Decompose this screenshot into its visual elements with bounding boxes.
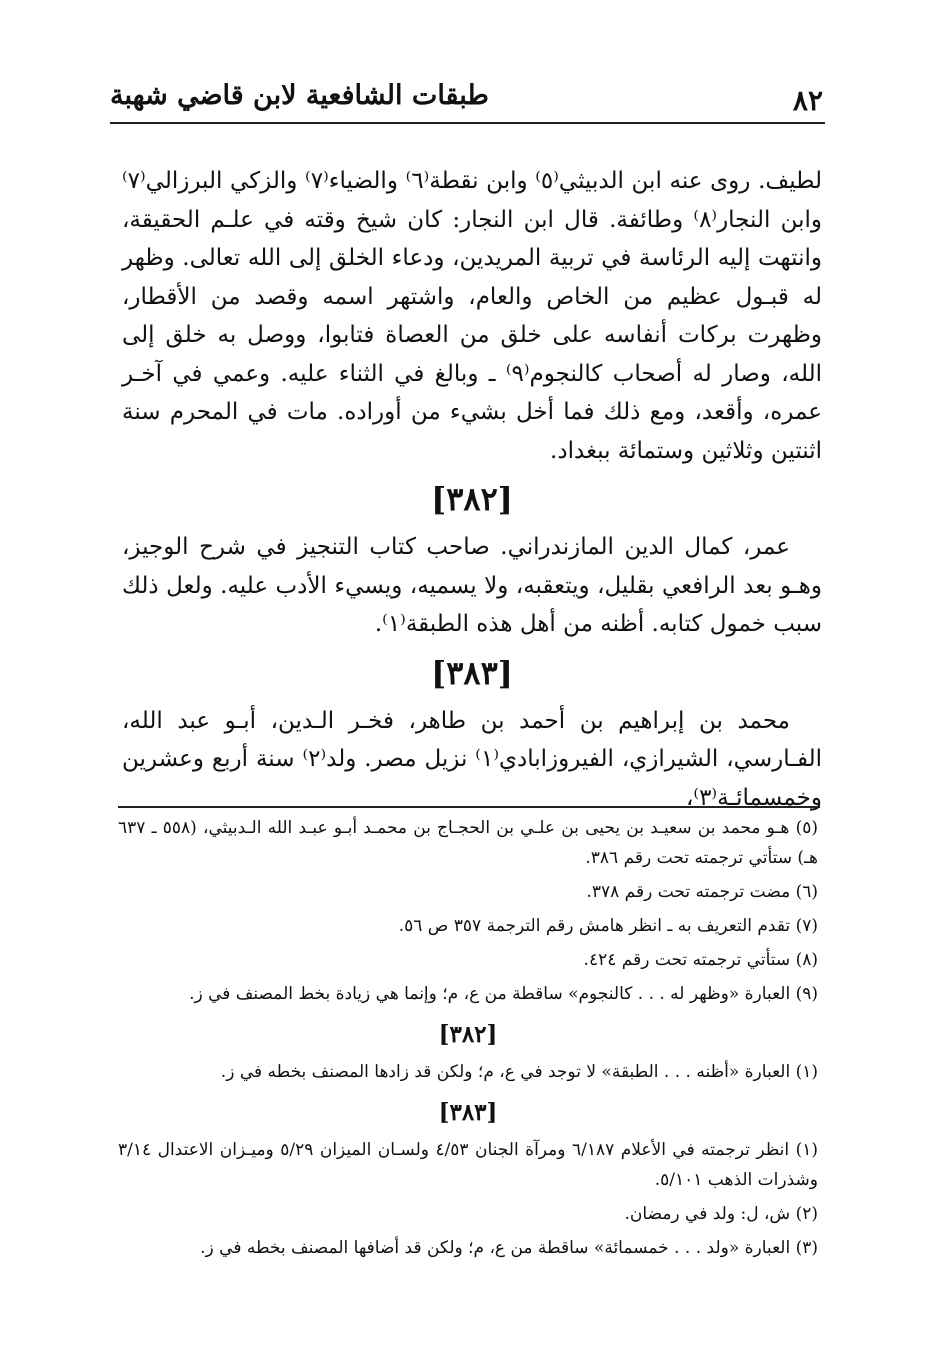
entry-number-382: [٣٨٢] xyxy=(431,480,513,518)
footnote-383-3: (٣) العبارة «ولد . . . خمسمائة» ساقطة من ع، م؛ ولكن قد أضافها المصنف بخطه في ز. xyxy=(200,1238,818,1258)
footnote-7: (٧) تقدم التعريف به ـ انظر هامش رقم الترجمة ٣٥٧ ص ٥٦. xyxy=(398,916,818,936)
page-header xyxy=(110,70,825,124)
footnote-382-1: (١) العبارة «أظنه . . . الطبقة» لا توجد في ع، م؛ ولكن قد زادها المصنف بخطه في ز. xyxy=(220,1062,818,1082)
entry-383-text: محمد بن إبراهيم بن أحمد بن طاهر، فخـر الـدين، أبـو عبد الله، الفـارسي، الشيرازي، الفيروزابادي⁽١⁾ نزيل مصر. ولد⁽٢⁾ سنة أربع وعشرين وخمسمائـة⁽٣⁾، xyxy=(122,707,822,811)
page-number: ٨٢ xyxy=(792,84,823,117)
footnote-383-2: (٢) ش، ل: ولد في رمضان. xyxy=(624,1204,818,1224)
running-title: طبقات الشافعية لابن قاضي شهبة xyxy=(110,80,489,111)
footnote-383-1: (١) انظر ترجمته في الأعلام ٦/١٨٧ ومرآة الجنان ٤/٥٣ ولسـان الميزان ٥/٢٩ وميـزان الاعتدال ٣/١٤ وشذرات الذهب ٥/١٠١. xyxy=(118,1140,818,1190)
biography-continuation: لطيف. روى عنه ابن الدبيثي⁽٥⁾ وابن نقطة⁽٦⁾ والضياء⁽٧⁾ والزكي البرزالي⁽٧⁾ وابن النجار⁽٨⁾ وطائفة. قال ابن النجار: كان شيخ وقته في علـم الحقيقة، وانتهت إليه الرئاسة في تربية المريدين، ودعاء الخلق إلى الله تعالى. وظهر له قبـول عظيم من الخاص والعام، واشتهر اسمه وقصد من الأقطار، وظهرت بركات أنفاسه على خلق من العصاة فتابوا، ووصل به خلق إلى الله، وصار له أصحاب كالنجوم⁽٩⁾ ـ وبالغ في الثناء عليه. وعمي في آخـر عمره، وأقعد، ومع ذلك فما أخل بشيء من أوراده. مات في المحرم سنة اثنتين وثلاثين وستمائة ببغداد. xyxy=(122,168,823,464)
footnote-section-382: [٣٨٢] xyxy=(438,1021,498,1048)
footnote-section-383: [٣٨٣] xyxy=(438,1099,498,1126)
footnote-6: (٦) مضت ترجمته تحت رقم ٣٧٨. xyxy=(586,882,818,902)
footnote-5: (٥) هـو محمد بن سعيـد بن يحيى بن علـي بن الحجـاج بن محمـد أبـو عبـد الله الـدبيثي، (٥٥٨ ـ ٦٣٧ هـ) ستأتي ترجمته تحت رقم ٣٨٦. xyxy=(118,818,818,868)
footnote-8: (٨) ستأتي ترجمته تحت رقم ٤٢٤. xyxy=(583,950,818,970)
entry-382-text: عمر، كمال الدين المازندراني. صاحب كتاب التنجيز في شرح الوجيز، وهـو بعد الرافعي بقليل، ويتعقبه، ولا يسميه، ويسيء الأدب عليه. ولعل ذلك سبب خمول كتابه. أظنه من أهل هذه الطبقة⁽١⁾. xyxy=(122,534,822,637)
main-text xyxy=(122,162,822,817)
entry-number-383: [٣٨٣] xyxy=(431,653,513,692)
footnotes xyxy=(118,813,818,1267)
footnote-divider xyxy=(118,806,820,808)
footnote-9: (٩) العبارة «وظهر له . . . كالنجوم» ساقطة من ع، م؛ وإنما هي زيادة بخط المصنف في ز. xyxy=(189,984,818,1004)
